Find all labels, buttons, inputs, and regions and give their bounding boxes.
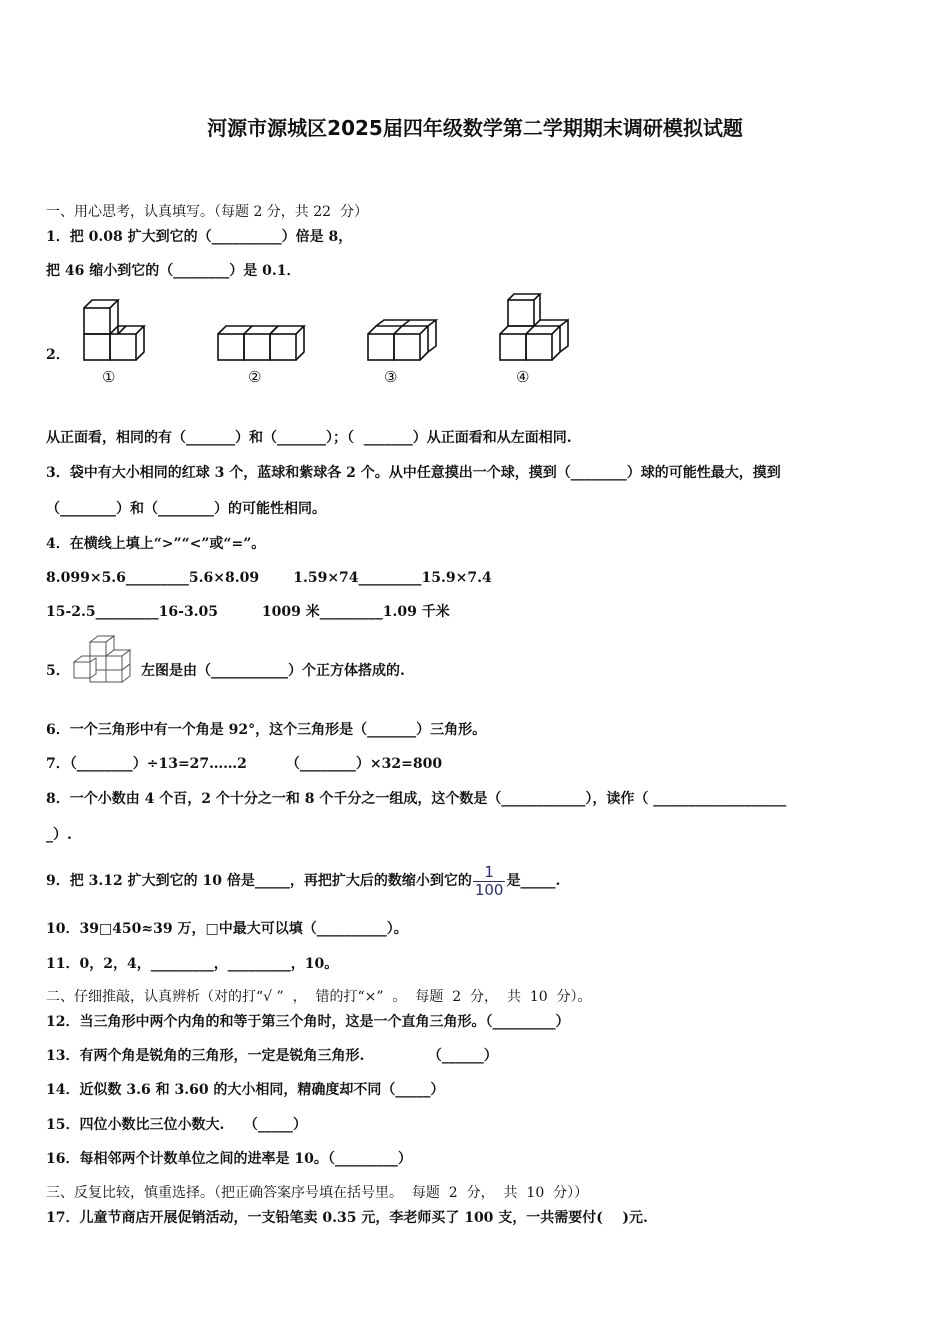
question-9-text-a: 9．把 3.12 扩大到它的 10 倍是_____，再把扩大后的数缩小到它的 xyxy=(46,873,472,889)
question-9-text-b: 是_____. xyxy=(506,873,561,889)
cube-stack-figure xyxy=(70,634,142,684)
question-2-number: 2． xyxy=(46,347,70,363)
question-16: 16．每相邻两个计数单位之间的进率是 10。（_________） xyxy=(46,1151,412,1167)
question-12: 12．当三角形中两个内角的和等于第三个角时，这是一个直角三角形。（_________） xyxy=(46,1014,570,1030)
fraction-1-100 xyxy=(473,864,506,899)
question-13: 13．有两个角是锐角的三角形，一定是锐角三角形. （______） xyxy=(46,1048,498,1064)
question-8-line-2: _）. xyxy=(46,827,72,843)
question-6: 6．一个三角形中有一个角是 92°，这个三角形是（_______）三角形。 xyxy=(46,722,487,738)
question-1-line-1: 1．把 0.08 扩大到它的（__________）倍是 8， xyxy=(46,229,353,245)
question-3-line-1: 3．袋中有大小相同的红球 3 个，蓝球和紫球各 2 个。从中任意摸出一个球，摸到（________）球的可能性最大，摸到 xyxy=(46,465,781,481)
question-4-row-2: 15-2.5_________16-3.05 1009 米_________1.09 千米 xyxy=(46,604,450,620)
question-9 xyxy=(46,862,560,900)
figure-label-2: ② xyxy=(248,368,262,386)
question-5-text: 左图是由（___________）个正方体搭成的. xyxy=(141,663,405,679)
question-3-line-2: （________）和（________）的可能性相同。 xyxy=(46,501,326,517)
question-5-number: 5． xyxy=(46,663,70,679)
section-2-heading: 二、仔细推敲，认真辨析（对的打“√ ” ， 错的打“×” 。 每题 2 分， 共 10 分）。 xyxy=(46,989,592,1005)
question-11: 11．0，2，4，_________，_________，10。 xyxy=(46,956,339,972)
question-4-row-1: 8.099×5.6_________5.6×8.09 1.59×74_________15.9×7.4 xyxy=(46,570,492,586)
cube-figure-2 xyxy=(216,318,316,364)
fraction-denominator: 100 xyxy=(474,880,504,899)
cube-figure-3 xyxy=(366,318,440,364)
question-15: 15．四位小数比三位小数大. （_____） xyxy=(46,1117,307,1133)
page-title: 河源市源城区2025届四年级数学第二学期期末调研模拟试题 xyxy=(207,116,743,140)
question-1-line-2: 把 46 缩小到它的（________）是 0.1． xyxy=(46,263,301,279)
figure-label-3: ③ xyxy=(384,368,398,386)
section-3-heading: 三、反复比较，慎重选择。（把正确答案序号填在括号里。 每题 2 分， 共 10 分）） xyxy=(46,1185,589,1201)
question-14: 14．近似数 3.6 和 3.60 的大小相同，精确度却不同（_____） xyxy=(46,1082,445,1098)
figure-label-1: ① xyxy=(102,368,116,386)
section-1-heading: 一、用心思考，认真填写。（每题 2 分，共 22 分） xyxy=(46,204,368,220)
question-10: 10．39□450≈39 万，□中最大可以填（__________）。 xyxy=(46,921,408,937)
figure-label-4: ④ xyxy=(516,368,530,386)
cube-figure-4 xyxy=(498,292,572,364)
cube-figure-1 xyxy=(82,298,160,364)
question-17: 17．儿童节商店开展促销活动，一支铅笔卖 0.35 元，李老师买了 100 支，一共需要付( )元. xyxy=(46,1210,648,1226)
question-7: 7．（________）÷13=27……2 （________）×32=800 xyxy=(46,756,443,772)
question-2-text: 从正面看，相同的有（_______）和（_______）；（ _______）从正面看和从左面相同. xyxy=(46,430,572,446)
question-4-heading: 4．在横线上填上“>”“<”或“=”。 xyxy=(46,536,266,552)
question-8-line-1: 8．一个小数由 4 个百，2 个十分之一和 8 个千分之一组成，这个数是（____________），读作（ ___________________ xyxy=(46,791,787,807)
fraction-numerator: 1 xyxy=(473,864,506,882)
